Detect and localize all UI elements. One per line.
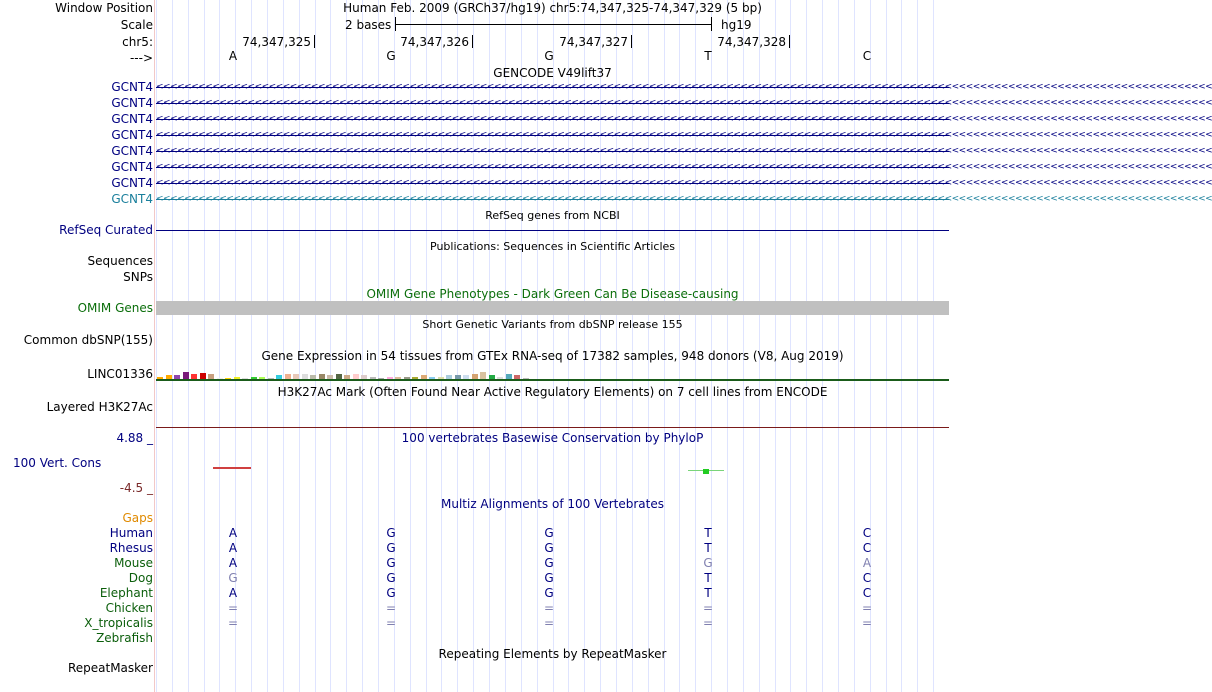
gtex-gene-label[interactable]: LINC01336 [87, 367, 153, 381]
coordinate-label: 74,347,327 [559, 35, 628, 49]
gencode-gene-label[interactable]: GCNT4 [111, 80, 153, 94]
species-label[interactable]: Human [109, 526, 153, 540]
alignment-base: = [861, 601, 873, 615]
scale-bar-left-tick [395, 17, 396, 31]
refseq-track-title: RefSeq genes from NCBI [485, 209, 620, 222]
label-column-divider [154, 0, 155, 692]
scale-bar-right-tick [711, 17, 712, 31]
h3k27ac-track-label[interactable]: Layered H3K27Ac [46, 400, 153, 414]
gencode-gene-label[interactable]: GCNT4 [111, 96, 153, 110]
gtex-tissue-bar[interactable] [183, 372, 189, 379]
omim-track-label[interactable]: OMIM Genes [77, 301, 153, 315]
alignment-base: G [386, 571, 396, 585]
refseq-track-label[interactable]: RefSeq Curated [59, 223, 153, 237]
snps-track-label[interactable]: SNPs [123, 270, 153, 284]
alignment-base: G [544, 541, 554, 555]
alignment-base: C [862, 541, 872, 555]
strand-arrows: <<<<<<<<<<<<<<<<<<<<<<<<<<<<<<<<<<<<<<<<<<<<<<<<<<<<<<<<<<<<<<<<<<<<<<<<<<<<<<<<<<<<<<<<<<<<<<<<<<<<<<<<<<<<<<<<<<<<<<<<<<<<<<<<<<<<<<<<<<<<<<<<<<<<<< [156, 114, 1212, 124]
gencode-gene-label[interactable]: GCNT4 [111, 128, 153, 142]
scale-label: Scale [120, 18, 153, 32]
dbsnp-track-label[interactable]: Common dbSNP(155) [23, 333, 153, 347]
window-position-value: Human Feb. 2009 (GRCh37/hg19) chr5:74,347,325-74,347,329 (5 bp) [343, 1, 762, 15]
gencode-gene-label[interactable]: GCNT4 [111, 192, 153, 206]
alignment-base: = [543, 616, 555, 630]
alignment-base: = [385, 616, 397, 630]
h3k27ac-track-title: H3K27Ac Mark (Often Found Near Active Regulatory Elements) on 7 cell lines from ENCODE [277, 385, 828, 399]
conservation-value-neg [213, 467, 251, 469]
gencode-gene-label[interactable]: GCNT4 [111, 176, 153, 190]
strand-arrows: <<<<<<<<<<<<<<<<<<<<<<<<<<<<<<<<<<<<<<<<<<<<<<<<<<<<<<<<<<<<<<<<<<<<<<<<<<<<<<<<<<<<<<<<<<<<<<<<<<<<<<<<<<<<<<<<<<<<<<<<<<<<<<<<<<<<<<<<<<<<<<<<<<<<<< [156, 130, 1212, 140]
alignment-base: G [228, 571, 238, 585]
scale-text: 2 bases [345, 18, 392, 32]
reference-base: T [704, 49, 712, 63]
gencode-gene-label[interactable]: GCNT4 [111, 144, 153, 158]
species-label[interactable]: Zebrafish [96, 631, 153, 645]
reference-base: A [228, 49, 238, 63]
coordinate-tick [314, 35, 315, 48]
species-label[interactable]: Dog [128, 571, 153, 585]
alignment-base: = [702, 601, 714, 615]
alignment-base: G [703, 556, 713, 570]
strand-arrows: <<<<<<<<<<<<<<<<<<<<<<<<<<<<<<<<<<<<<<<<<<<<<<<<<<<<<<<<<<<<<<<<<<<<<<<<<<<<<<<<<<<<<<<<<<<<<<<<<<<<<<<<<<<<<<<<<<<<<<<<<<<<<<<<<<<<<<<<<<<<<<<<<<<<<< [156, 194, 1212, 204]
gtex-gene-line[interactable] [156, 379, 949, 381]
strand-label: ---> [129, 51, 153, 65]
gtex-tissue-bar[interactable] [480, 372, 486, 379]
gencode-gene-label[interactable]: GCNT4 [111, 160, 153, 174]
publications-track-title: Publications: Sequences in Scientific Articles [430, 240, 675, 253]
reference-base: G [544, 49, 554, 63]
alignment-base: A [228, 556, 238, 570]
coordinate-label: 74,347,326 [400, 35, 469, 49]
alignment-base: = [227, 616, 239, 630]
alignment-base: = [385, 601, 397, 615]
alignment-base: A [862, 556, 872, 570]
multiz-gaps-label[interactable]: Gaps [122, 511, 153, 525]
alignment-base: G [386, 541, 396, 555]
chr-label: chr5: [122, 35, 153, 49]
alignment-base: = [702, 616, 714, 630]
reference-base: G [386, 49, 396, 63]
coordinate-tick [631, 35, 632, 48]
species-label[interactable]: Chicken [105, 601, 153, 615]
conservation-track-label[interactable]: 100 Vert. Cons [13, 456, 102, 470]
repeatmasker-track-title: Repeating Elements by RepeatMasker [438, 647, 667, 661]
conservation-value-peak [703, 469, 709, 474]
alignment-base: C [862, 571, 872, 585]
conservation-ymin-label: -4.5 _ [119, 481, 153, 495]
reference-base: C [862, 49, 872, 63]
assembly-label: hg19 [721, 18, 752, 32]
strand-arrows: <<<<<<<<<<<<<<<<<<<<<<<<<<<<<<<<<<<<<<<<<<<<<<<<<<<<<<<<<<<<<<<<<<<<<<<<<<<<<<<<<<<<<<<<<<<<<<<<<<<<<<<<<<<<<<<<<<<<<<<<<<<<<<<<<<<<<<<<<<<<<<<<<<<<<< [156, 162, 1212, 172]
alignment-base: C [862, 586, 872, 600]
species-label[interactable]: X_tropicalis [84, 616, 153, 630]
species-label[interactable]: Rhesus [109, 541, 153, 555]
alignment-base: T [704, 586, 712, 600]
alignment-base: A [228, 541, 238, 555]
omim-gene-bar[interactable] [156, 301, 949, 315]
alignment-base: A [228, 526, 238, 540]
omim-track-title: OMIM Gene Phenotypes - Dark Green Can Be Disease-causing [366, 287, 739, 301]
alignment-base: = [227, 601, 239, 615]
h3k27ac-signal-line[interactable] [156, 427, 949, 428]
coordinate-tick [789, 35, 790, 48]
strand-arrows: <<<<<<<<<<<<<<<<<<<<<<<<<<<<<<<<<<<<<<<<<<<<<<<<<<<<<<<<<<<<<<<<<<<<<<<<<<<<<<<<<<<<<<<<<<<<<<<<<<<<<<<<<<<<<<<<<<<<<<<<<<<<<<<<<<<<<<<<<<<<<<<<<<<<<< [156, 146, 1212, 156]
alignment-base: C [862, 526, 872, 540]
coordinate-tick [472, 35, 473, 48]
alignment-base: G [544, 586, 554, 600]
conservation-ymax-label: 4.88 _ [116, 431, 153, 445]
coordinate-label: 74,347,325 [242, 35, 311, 49]
alignment-base: T [704, 571, 712, 585]
alignment-base: = [543, 601, 555, 615]
alignment-base: T [704, 526, 712, 540]
species-label[interactable]: Mouse [114, 556, 153, 570]
strand-arrows: <<<<<<<<<<<<<<<<<<<<<<<<<<<<<<<<<<<<<<<<<<<<<<<<<<<<<<<<<<<<<<<<<<<<<<<<<<<<<<<<<<<<<<<<<<<<<<<<<<<<<<<<<<<<<<<<<<<<<<<<<<<<<<<<<<<<<<<<<<<<<<<<<<<<<< [156, 178, 1212, 188]
strand-arrows: <<<<<<<<<<<<<<<<<<<<<<<<<<<<<<<<<<<<<<<<<<<<<<<<<<<<<<<<<<<<<<<<<<<<<<<<<<<<<<<<<<<<<<<<<<<<<<<<<<<<<<<<<<<<<<<<<<<<<<<<<<<<<<<<<<<<<<<<<<<<<<<<<<<<<< [156, 98, 1212, 108]
alignment-base: G [386, 556, 396, 570]
alignment-base: = [861, 616, 873, 630]
sequences-track-label[interactable]: Sequences [87, 254, 153, 268]
conservation-track-title: 100 vertebrates Basewise Conservation by PhyloP [401, 431, 704, 445]
alignment-base: G [544, 571, 554, 585]
alignment-base: A [228, 586, 238, 600]
alignment-base: G [544, 526, 554, 540]
dbsnp-track-title: Short Genetic Variants from dbSNP release 155 [422, 318, 683, 331]
strand-arrows: <<<<<<<<<<<<<<<<<<<<<<<<<<<<<<<<<<<<<<<<<<<<<<<<<<<<<<<<<<<<<<<<<<<<<<<<<<<<<<<<<<<<<<<<<<<<<<<<<<<<<<<<<<<<<<<<<<<<<<<<<<<<<<<<<<<<<<<<<<<<<<<<<<<<<< [156, 82, 1212, 92]
multiz-track-title: Multiz Alignments of 100 Vertebrates [440, 497, 665, 511]
refseq-gene-line[interactable] [156, 230, 949, 231]
coordinate-label: 74,347,328 [717, 35, 786, 49]
gencode-track-title: GENCODE V49lift37 [493, 66, 612, 80]
window-position-label: Window Position [55, 1, 153, 15]
species-label[interactable]: Elephant [99, 586, 153, 600]
alignment-base: T [704, 541, 712, 555]
scale-bar [395, 24, 712, 25]
alignment-base: G [386, 526, 396, 540]
gtex-track-title: Gene Expression in 54 tissues from GTEx RNA-seq of 17382 samples, 948 donors (V8, Aug 2019) [261, 349, 844, 363]
repeatmasker-track-label[interactable]: RepeatMasker [67, 661, 153, 675]
gencode-gene-label[interactable]: GCNT4 [111, 112, 153, 126]
alignment-base: G [386, 586, 396, 600]
alignment-base: G [544, 556, 554, 570]
